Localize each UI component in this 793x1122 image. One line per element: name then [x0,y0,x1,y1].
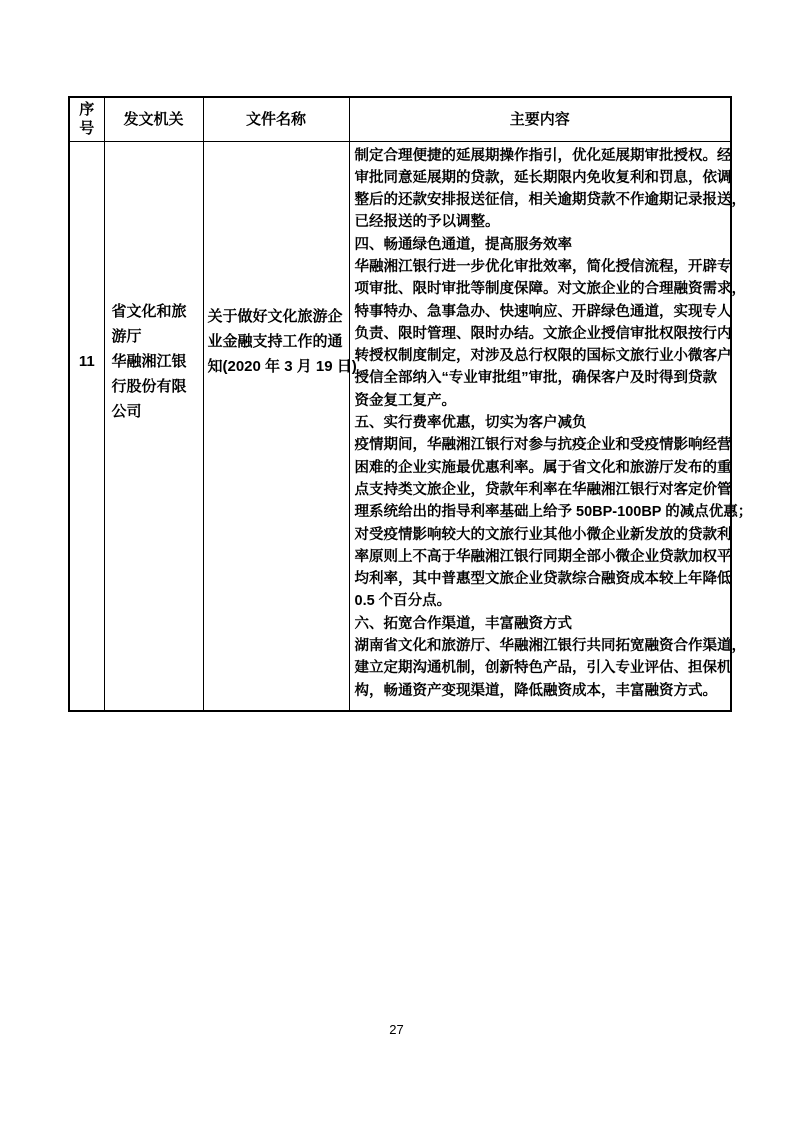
page-number: 27 [389,1022,404,1037]
col-header-agency-label: 发文机关 [123,110,184,128]
text-line: 制定合理便捷的延展期操作指引，优化延展期审批授权。经 [354,147,732,164]
text-line: 均利率，其中普惠型文旅企业贷款综合融资成本较上年降低 [354,571,732,588]
text-line: 理系统给出的指导利率基础上给予 50BP-100BP 的减点优惠； [354,504,753,521]
text-line: 特事特办、急事急办、快速响应、开辟绿色通道，实现专人 [354,303,732,320]
text-line: 湖南省文化和旅游厅、华融湘江银行共同拓宽融资合作渠道， [354,638,746,655]
document-title-text [204,304,357,379]
cell-issuing-agency [104,141,203,711]
text-line: 0.5 个百分点。 [354,593,452,610]
text-line: 知(2020 年 3 月 19 日) [207,357,357,375]
text-line: 公司 [111,402,142,420]
text-line: 关于做好文化旅游企 [207,307,343,325]
text-line: 整后的还款安排报送征信，相关逾期贷款不作逾期记录报送， [354,192,746,209]
text-line: 负责、限时管理、限时办结。文旅企业授信审批权限按行内 [354,325,732,342]
text-line: 资金复工复产。 [354,392,456,409]
cell-serial-number [69,141,104,711]
text-line: 困难的企业实施最优惠利率。属于省文化和旅游厅发布的重 [354,459,732,476]
text-line: 点支持类文旅企业，贷款年利率在华融湘江银行对客定价管 [354,481,732,498]
col-header-document-name [203,97,349,141]
text-line: 审批同意延展期的贷款，延长期限内免收复利和罚息，依调 [354,169,732,186]
issuing-agency-text [105,299,203,424]
table-row [69,141,731,711]
col-header-main-content-label: 主要内容 [509,110,570,128]
text-line: 构，畅通资产变现渠道，降低融资成本，丰富融资方式。 [354,682,717,699]
col-header-document-name-label: 文件名称 [245,110,306,128]
text-line: 建立定期沟通机制，创新特色产品，引入专业评估、担保机 [354,660,732,677]
cell-document-title [203,141,357,711]
main-content-text [350,145,753,702]
text-line: 行股份有限 [111,377,187,395]
col-header-serial-label: 序号 [79,101,95,138]
col-header-serial [69,97,104,141]
text-line: 对受疫情影响较大的文旅行业其他小微企业新发放的贷款利 [354,526,732,543]
text-line: 疫情期间，华融湘江银行对参与抗疫企业和受疫情影响经营 [354,437,732,454]
text-line: 项审批、限时审批等制度保障。对文旅企业的合理融资需求， [354,281,746,298]
documents-table [68,96,753,712]
text-line: 四、畅通绿色通道，提高服务效率 [354,236,572,253]
text-line: 六、拓宽合作渠道，丰富融资方式 [354,615,572,632]
col-header-agency [104,97,203,141]
serial-number-text: 11 [78,352,95,370]
text-line: 业金融支持工作的通 [207,332,343,350]
text-line: 华融湘江银 [111,352,187,370]
text-line: 省文化和旅 [111,302,187,320]
table-header-row [69,97,731,141]
cell-main-content [349,141,753,711]
text-line: 授信全部纳入“专业审批组”审批，确保客户及时得到贷款 [354,370,717,387]
text-line: 转授权制度制定，对涉及总行权限的国标文旅行业小微客户 [354,348,732,365]
col-header-main-content [349,97,731,141]
text-line: 游厅 [111,327,142,345]
text-line: 华融湘江银行进一步优化审批效率，简化授信流程，开辟专 [354,258,732,275]
text-line: 五、实行费率优惠，切实为客户减负 [354,415,587,432]
text-line: 已经报送的予以调整。 [354,214,500,231]
text-line: 率原则上不高于华融湘江银行同期全部小微企业贷款加权平 [354,548,732,565]
